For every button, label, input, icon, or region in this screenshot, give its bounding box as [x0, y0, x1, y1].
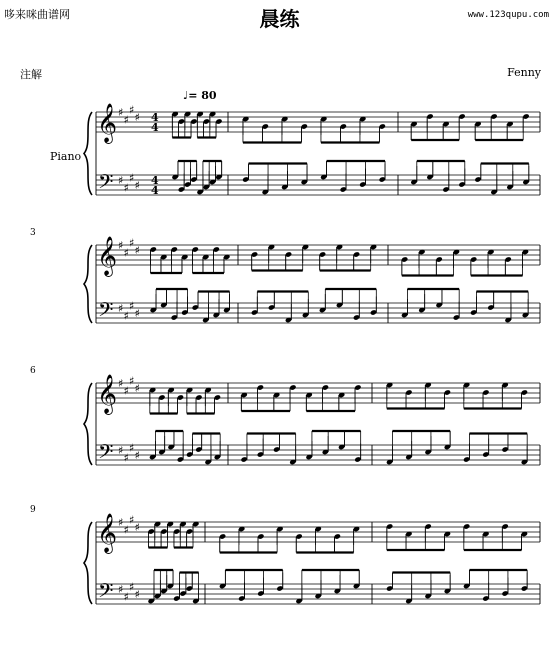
- brace: [84, 245, 92, 323]
- time-signature-denominator: 4: [151, 184, 159, 197]
- time-signature-numerator: 4: [151, 111, 159, 124]
- measure-number-6: 6: [30, 366, 36, 376]
- sharp-icon: ♯: [118, 302, 124, 315]
- sharp-icon: ♯: [118, 583, 124, 596]
- sharp-icon: ♯: [129, 441, 135, 455]
- sharp-icon: ♯: [123, 113, 129, 127]
- bass-clef-icon: 𝄢: [98, 440, 114, 468]
- sharp-icon: ♯: [129, 103, 135, 117]
- sharp-icon: ♯: [118, 239, 124, 252]
- sharp-icon: ♯: [129, 513, 135, 527]
- treble-clef-icon: 𝄞: [97, 513, 118, 553]
- sharp-icon: ♯: [118, 106, 124, 119]
- sharp-icon: ♯: [134, 521, 140, 534]
- sharp-icon: ♯: [118, 377, 124, 390]
- treble-clef-icon: 𝄞: [97, 103, 118, 143]
- sharp-icon: ♯: [129, 299, 135, 313]
- sharp-icon: ♯: [123, 590, 129, 604]
- time-signature-numerator: 4: [151, 174, 159, 187]
- sharp-icon: ♯: [134, 244, 140, 257]
- quarter-note-icon: ♩: [183, 89, 189, 102]
- brace: [84, 522, 92, 604]
- brace: [84, 383, 92, 465]
- sharp-icon: ♯: [123, 181, 129, 195]
- site-name: 哆来咪曲谱网: [4, 8, 70, 21]
- sharp-icon: ♯: [123, 384, 129, 398]
- sharp-icon: ♯: [123, 451, 129, 465]
- bass-clef-icon: 𝄢: [98, 170, 114, 198]
- measure-number-9: 9: [30, 505, 36, 515]
- sharp-icon: ♯: [129, 580, 135, 594]
- treble-clef-icon: 𝄞: [97, 236, 118, 276]
- instrument-label: Piano: [50, 150, 82, 163]
- sharp-icon: ♯: [118, 444, 124, 457]
- brace: [84, 112, 92, 195]
- sharp-icon: ♯: [129, 171, 135, 185]
- sharp-icon: ♯: [123, 246, 129, 260]
- sharp-icon: ♯: [118, 174, 124, 187]
- sharp-icon: ♯: [134, 382, 140, 395]
- sharp-icon: ♯: [123, 309, 129, 323]
- treble-clef-icon: 𝄞: [97, 374, 118, 414]
- bass-clef-icon: 𝄢: [98, 579, 114, 607]
- time-signature-denominator: 4: [151, 121, 159, 134]
- lyricist-label: 注解: [20, 68, 42, 81]
- sharp-icon: ♯: [134, 111, 140, 124]
- site-url[interactable]: www.123qupu.com: [467, 10, 549, 20]
- sharp-icon: ♯: [134, 588, 140, 601]
- sharp-icon: ♯: [129, 236, 135, 250]
- sharp-icon: ♯: [134, 449, 140, 462]
- measure-number-3: 3: [30, 228, 36, 238]
- tempo-value: = 80: [188, 89, 217, 102]
- sharp-icon: ♯: [134, 307, 140, 320]
- bass-clef-icon: 𝄢: [98, 298, 114, 326]
- composer-name: Fenny: [507, 66, 541, 79]
- sharp-icon: ♯: [129, 374, 135, 388]
- sharp-icon: ♯: [123, 523, 129, 537]
- page-title: 晨练: [259, 7, 300, 31]
- sharp-icon: ♯: [118, 516, 124, 529]
- sharp-icon: ♯: [134, 179, 140, 192]
